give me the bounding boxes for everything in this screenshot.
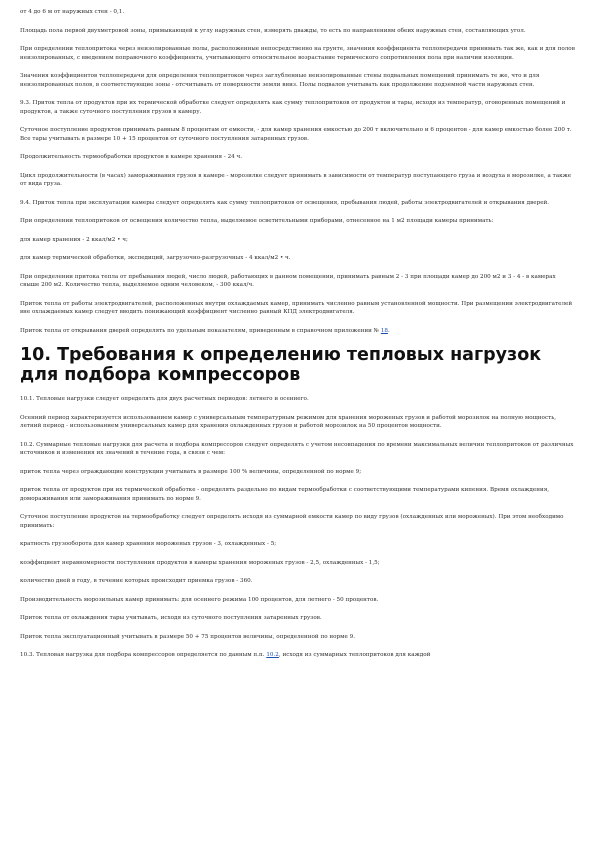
paragraph-doors-tail: .: [388, 327, 390, 334]
paragraph-1: от 4 до 6 м от наружных стен - 0,1.: [20, 9, 125, 15]
paragraph-10: При определении теплопритоков от освещения количество тепла, выделяемое осветительными приборами, отнесенное на 1 м2 площади камеры принимать:: [20, 218, 494, 224]
paragraph-s7: кратность грузооборота для камер хранения мороженых грузов - 3, охлажденных - 5;: [20, 541, 277, 547]
paragraph-doors: [20, 327, 576, 336]
paragraph-s4: приток тепла через ограждающие конструкции учитывать в размере 100 % величины, определенной по норме 9;: [20, 468, 362, 475]
clause-10-2-link[interactable]: 10.2: [266, 652, 279, 658]
paragraph-9: 9.4. Приток тепла при эксплуатации камеры следует определять как сумму теплопритоков от освещения, пребывания людей, работы электродвигателей и открывания дверей.: [20, 199, 550, 206]
paragraph-last-tail: , исходя из суммарных теплопритоков для каждой: [278, 652, 431, 658]
paragraph-12: для камер термической обработки, экспедиций, загрузочно-разгрузочных - 4 ккал/м2 • ч.: [20, 255, 291, 261]
paragraph-s9: количество дней в году, в течение которых происходит приемка грузов - 360.: [20, 578, 253, 584]
paragraph-s10: Производительность морозильных камер принимать: для осеннего режима 100 процентов, для летнего - 50 процентов.: [20, 596, 379, 603]
paragraph-8: Цикл продолжительности (в часах) замораживания грузов в камере - морозилке следует принимать в зависимости от температур поступающего груза и воздуха в морозилке, а также от вида груза.: [20, 172, 572, 187]
paragraph-doors-text: Приток тепла от открывания дверей определять по удельным показателям, приведенным в справочном приложении №: [20, 327, 381, 334]
section-heading: 10. Требования к определению тепловых нагрузок для подбора компрессоров: [20, 345, 542, 385]
paragraph-2: Площадь пола первой двухметровой зоны, примыкающей к углу наружных стен, измерять дважды, то есть по направлениям обеих наружных стен, составляющих угол.: [20, 27, 526, 34]
paragraph-11: для камер хранения - 2 ккал/м2 • ч;: [20, 236, 128, 243]
paragraph-7: Продолжительность термообработки продуктов в камере хранения - 24 ч.: [20, 154, 243, 160]
paragraph-6: Суточное поступление продуктов принимать равным 8 процентам от емкости, - для камер хранения емкостью до 200 т включительно и 6 процентов - для камер емкостью более 200 т. Все тары учитывать в размере 10 + 15 процентов от суточного поступления затаренных грузов.: [20, 127, 572, 142]
paragraph-13: При определении притока тепла от пребывания людей, число людей, работающих в данном помещении, принимать равным 2 - 3 при площади камер до 200 м2 и 3 - 4 - в камерах свыше 200 м2. Количество тепла, выделяемое одним человеком, - 300 ккал/ч.: [20, 273, 556, 288]
paragraph-3: При определении теплопритока через неизолированные полы, расположенные непосредственно на грунте, значения коэффициента теплопередачи принимать так же, как и для полов неизолированных, с введением поправочного коэффициента, учитывающего относительное возрастание термического сопротивления пола при наличии изоляции.: [20, 46, 575, 61]
paragraph-s3: 10.2. Суммарные тепловые нагрузки для расчета и подбора компрессоров следует определять с учетом несовпадения по времени максимальных величин теплопритоков от различных источников и изменения их значений в течение года, в связи с чем:: [20, 441, 574, 456]
paragraph-5: 9.3. Приток тепла от продуктов при их термической обработке следует определять как сумму теплопритоков от продуктов и тары, исходя из температур, оговоренных помещений и продуктов, а также суточного поступления грузов в камеру.: [20, 100, 566, 115]
appendix-18-link[interactable]: 18: [380, 327, 388, 334]
paragraph-s8: коэффициент неравномерности поступления продуктов в камеры хранения мороженых грузов - 2,5, охлажденных - 1,5;: [20, 559, 380, 566]
paragraph-last-text: 10.3. Тепловая нагрузка для подбора компрессоров определяется по данным п.п.: [20, 652, 267, 658]
document-body: [20, 8, 576, 670]
paragraph-last: [20, 651, 576, 660]
paragraph-s5: приток тепла от продуктов при их термической обработке - определять раздельно по видам термообработки с соответствующими температурами кипения. Время охлаждения, домораживания или замораживания принимать по норме 9.: [20, 487, 550, 502]
paragraph-14: Приток тепла от работы электродвигателей, расположенных внутри охлаждаемых камер, принимать численно равным установленной мощности. При размещении электродвигателей вне охлаждаемых камер следует вводить понижающий коэффициент численно равный КПД электродвигателя.: [20, 300, 573, 315]
paragraph-4: Значения коэффициентов теплопередачи для определения теплопритоков через заглубленные неизолированные стены подвальных помещений принимать те же, что и для неизолированных полов, в соответствующие зоны - отсчитывать от поверхности земли вниз. Полы подвалов учитывать как продолжение подземной части наружных стен.: [20, 73, 540, 88]
paragraph-s12: Приток тепла эксплуатационный учитывать в размере 50 + 75 процентов величины, определенной по норме 9.: [20, 633, 355, 640]
paragraph-s6: Суточное поступление продуктов на термообработку следует определять исходя из суммарной емкости камер по виду грузов (охлажденных или мороженых). При этом необходимо принимать:: [20, 514, 564, 529]
paragraph-s11: Приток тепла от охлаждения тары учитывать, исходя из суточного поступления затаренных грузов.: [20, 615, 322, 621]
paragraph-s1: 10.1. Тепловые нагрузки следует определять для двух расчетных периодов: летнего и осеннего.: [20, 396, 309, 402]
paragraph-s2: Осенний период характеризуется использованием камер с универсальным температурным режимом для хранения мороженых грузов и работой морозилок на полную мощность, летний период - использованием универсальных камер для хранения охлажденных грузов и работой морозилок на 50 процентов мощности.: [20, 414, 557, 429]
